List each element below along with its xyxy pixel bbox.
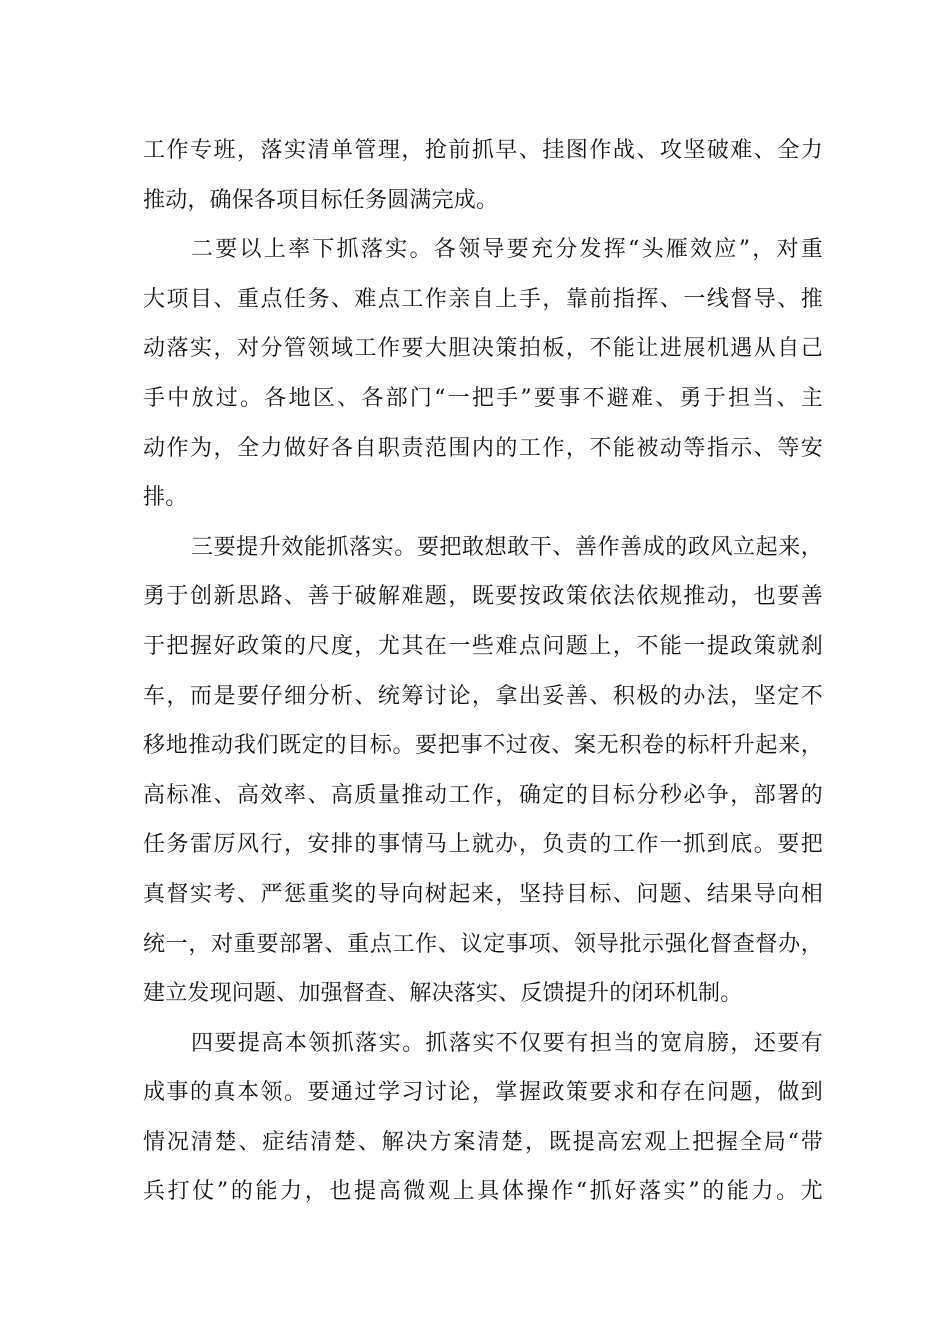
text-line: 手中放过。各地区、各部门“一把手”要事不避难、勇于担当、主 (143, 385, 823, 411)
text-line: 四要提高本领抓落实。抓落实不仅要有担当的宽肩膀，还要有 (191, 1030, 823, 1056)
document-body (143, 126, 823, 1217)
text-line: 三要提升效能抓落实。要把敢想敢干、善作善成的政风立起来， (191, 534, 823, 560)
text-line: 真督实考、严惩重奖的导向树起来，坚持目标、问题、结果导向相 (143, 881, 823, 907)
text-line: 成事的真本领。要通过学习讨论，掌握政策要求和存在问题，做到 (143, 1080, 823, 1106)
text-line: 动落实，对分管领域工作要大胆决策拍板，不能让进展机遇从自己 (143, 336, 823, 362)
text-line: 车，而是要仔细分析、统筹讨论，拿出妥善、积极的办法，坚定不 (143, 683, 823, 709)
text-line: 高标准、高效率、高质量推动工作，确定的目标分秒必争，部署的 (143, 782, 823, 808)
text-line: 勇于创新思路、善于破解难题，既要按政策依法依规推动，也要善 (143, 584, 823, 610)
text-line: 大项目、重点任务、难点工作亲自上手，靠前指挥、一线督导、推 (143, 286, 823, 312)
text-line: 建立发现问题、加强督查、解决落实、反馈提升的闭环机制。 (143, 981, 743, 1007)
text-line: 统一，对重要部署、重点工作、议定事项、领导批示强化督查督办， (143, 931, 823, 957)
paragraph-3 (143, 523, 823, 1019)
text-line: 兵打仗”的能力，也提高微观上具体操作“抓好落实”的能力。尤 (143, 1179, 823, 1205)
text-line: 任务雷厉风行，安排的事情马上就办，负责的工作一抓到底。要把 (143, 832, 823, 858)
paragraph-1 (143, 126, 823, 225)
text-line: 工作专班，落实清单管理，抢前抓早、挂图作战、攻坚破难、全力 (143, 138, 823, 163)
text-line: 二要以上率下抓落实。各领导要充分发挥“头雁效应”，对重 (191, 237, 823, 263)
paragraph-2 (143, 225, 823, 523)
text-line: 推动，确保各项目标任务圆满完成。 (143, 187, 499, 213)
text-line: 动作为，全力做好各自职责范围内的工作，不能被动等指示、等安 (143, 435, 823, 461)
text-line: 于把握好政策的尺度，尤其在一些难点问题上，不能一提政策就刹 (143, 633, 823, 659)
text-line: 移地推动我们既定的目标。要把事不过夜、案无积卷的标杆升起来， (143, 733, 823, 759)
paragraph-4 (143, 1019, 823, 1217)
text-line: 排。 (143, 485, 188, 511)
text-line: 情况清楚、症结清楚、解决方案清楚，既提高宏观上把握全局“带 (143, 1129, 823, 1155)
